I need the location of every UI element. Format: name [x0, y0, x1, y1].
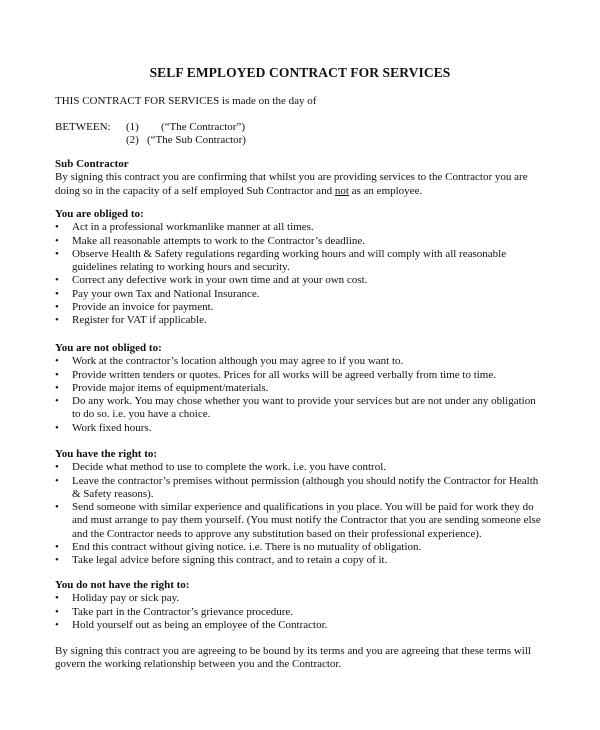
- bullet-icon: •: [55, 287, 59, 300]
- not-obliged-section: [55, 342, 545, 435]
- bullet-icon: •: [55, 618, 59, 631]
- bullet-icon: •: [55, 234, 59, 247]
- list-item: • Take part in the Contractor’s grievance procedure.: [55, 605, 294, 618]
- bullet-icon: •: [55, 221, 59, 234]
- list-item: • Do any work. You may chose whether you want to provide your services but are not under any obligation to do so. i.e. you have a choice.: [55, 395, 536, 421]
- list-item: • Make all reasonable attempts to work to the Contractor’s deadline.: [55, 234, 366, 247]
- no-right-list: [55, 592, 545, 632]
- list-item: • Pay your own Tax and National Insurance.: [55, 287, 260, 300]
- party-2-number: (2): [126, 134, 139, 146]
- list-item: • Decide what method to use to complete the work. i.e. you have control.: [55, 461, 387, 474]
- bullet-icon: •: [55, 554, 59, 567]
- party-1-number: (1): [126, 121, 139, 133]
- not-underlined: not: [334, 184, 349, 197]
- right-to-list: [55, 461, 545, 567]
- section-heading: You are not obliged to:: [55, 342, 162, 354]
- section-heading: You have the right to:: [55, 448, 158, 460]
- bullet-icon: •: [55, 355, 59, 368]
- list-item: • Correct any defective work in your own time and at your own cost.: [55, 274, 368, 287]
- page-title: SELF EMPLOYED CONTRACT FOR SERVICES: [149, 65, 451, 80]
- bullet-icon: •: [55, 314, 59, 327]
- list-item: • Holiday pay or sick pay.: [55, 592, 180, 605]
- bullet-icon: •: [55, 381, 59, 394]
- closing-paragraph: By signing this contract you are agreeing to be bound by its terms and you are agreeing that these terms will govern the working relationship between you and the Contractor.: [55, 645, 531, 671]
- party-2-name: (“The Sub Contractor): [147, 134, 246, 146]
- bullet-icon: •: [55, 301, 59, 314]
- not-obliged-list: [55, 355, 545, 435]
- bullet-icon: •: [55, 368, 59, 381]
- list-item: • Work fixed hours.: [55, 421, 152, 434]
- bullet-icon: •: [55, 605, 59, 618]
- list-item: • Leave the contractor’s premises without permission (although you should notify the Contractor for Health & Safety reasons).: [55, 474, 539, 500]
- bullet-icon: •: [55, 461, 59, 474]
- list-item: • Act in a professional workmanlike manner at all times.: [55, 221, 314, 234]
- bullet-icon: •: [55, 474, 59, 487]
- list-item: • Take legal advice before signing this contract, and to retain a copy of it.: [55, 554, 388, 567]
- list-item: • Work at the contractor’s location although you may agree to if you want to.: [55, 355, 404, 368]
- list-item: • Provide an invoice for payment.: [55, 301, 214, 314]
- no-right-section: [55, 579, 545, 632]
- sub-contractor-paragraph: By signing this contract you are confirming that whilst you are providing services to the Contractor you are doing so in the capacity of a self employed Sub Contractor and not as an employee.: [55, 171, 528, 197]
- list-item: • Send someone with similar experience and qualifications in you place. You will be paid for work they do and must arrange to pay them yourself. (You must notify the Contractor that you are sending someone else and the Contractor needs to approve any substitution based on their professional experience).: [55, 501, 541, 540]
- bullet-icon: •: [55, 501, 59, 514]
- between-label: BETWEEN:: [55, 121, 111, 133]
- bullet-icon: •: [55, 592, 59, 605]
- sub-contractor-section: [55, 158, 545, 198]
- bullet-icon: •: [55, 541, 59, 554]
- bullet-icon: •: [55, 274, 59, 287]
- list-item: • Provide written tenders or quotes. Prices for all works will be agreed verbally from time to time.: [55, 368, 496, 381]
- section-heading: You do not have the right to:: [55, 579, 190, 591]
- bullet-icon: •: [55, 421, 59, 434]
- obliged-list: [55, 221, 545, 327]
- list-item: • Provide major items of equipment/materials.: [55, 381, 269, 394]
- list-item: • Register for VAT if applicable.: [55, 314, 207, 327]
- sub-contractor-heading: Sub Contractor: [55, 158, 129, 170]
- bullet-icon: •: [55, 247, 59, 260]
- intro-line: THIS CONTRACT FOR SERVICES is made on the day of: [55, 95, 317, 107]
- list-item: • Observe Health & Safety regulations regarding working hours and will comply with all reasonable guidelines relating to working hours and security.: [55, 247, 507, 274]
- obliged-section: [55, 208, 545, 328]
- bullet-icon: •: [55, 395, 59, 408]
- right-to-section: [55, 448, 545, 568]
- list-item: • Hold yourself out as being an employee of the Contractor.: [55, 618, 328, 631]
- party-1-name: (“The Contractor”): [161, 121, 245, 133]
- section-heading: You are obliged to:: [55, 208, 144, 220]
- list-item: • End this contract without giving notice. i.e. There is no mutuality of obligation.: [55, 541, 422, 554]
